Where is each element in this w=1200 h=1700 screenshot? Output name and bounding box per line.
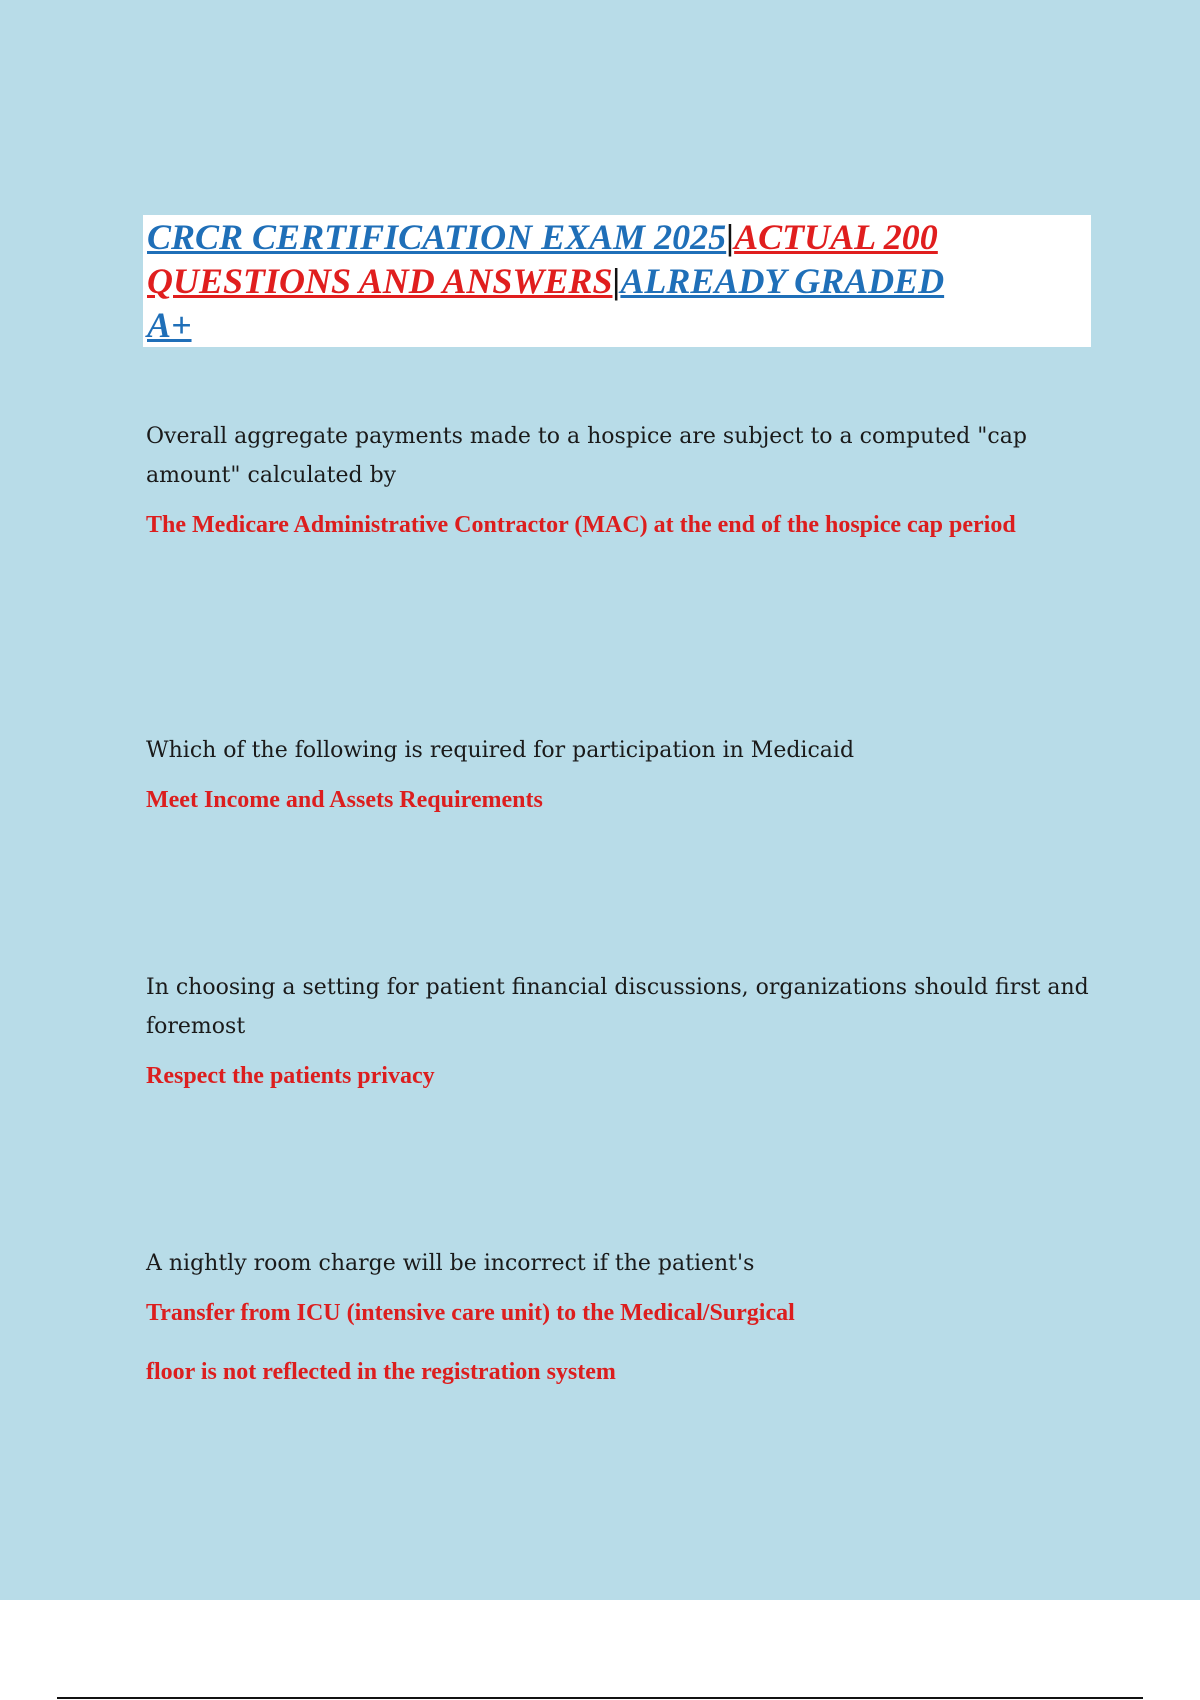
document-title xyxy=(143,215,1091,347)
question-text: In choosing a setting for patient financial discussions, organizations should first and foremost xyxy=(146,975,1089,1039)
answer-line: Transfer from ICU (intensive care unit) to the Medical/Surgical xyxy=(146,1300,795,1326)
qa-block-2 xyxy=(146,731,1096,820)
answer-text: Respect the patients privacy xyxy=(146,1063,435,1089)
answer-text: The Medicare Administrative Contractor (MAC) at the end of the hospice cap period xyxy=(146,512,1016,538)
qa-block-1 xyxy=(146,417,1096,545)
question-text: Overall aggregate payments made to a hospice are subject to a computed "cap amount" calculated by xyxy=(146,424,1027,488)
title-grade: A+ xyxy=(147,305,192,345)
title-line-3 xyxy=(147,303,1087,347)
title-separator: | xyxy=(612,261,621,301)
question-text: Which of the following is required for participation in Medicaid xyxy=(146,738,855,763)
qa-block-4 xyxy=(146,1244,1096,1412)
title-actual-count: ACTUAL 200 xyxy=(734,217,938,257)
answer-text: Meet Income and Assets Requirements xyxy=(146,787,543,813)
qa-block-3 xyxy=(146,968,1096,1096)
title-qa: QUESTIONS AND ANSWERS xyxy=(147,261,613,301)
footer-rule xyxy=(57,1697,1143,1699)
title-line-1 xyxy=(147,215,1087,259)
title-exam-name: CRCR CERTIFICATION EXAM 2025 xyxy=(147,217,727,257)
title-separator: | xyxy=(726,217,735,257)
question-text: A nightly room charge will be incorrect if the patient's xyxy=(146,1251,755,1276)
answer-line: floor is not reflected in the registration system xyxy=(146,1359,616,1385)
title-graded: ALREADY GRADED xyxy=(620,261,945,301)
answer-text xyxy=(146,1294,1096,1392)
title-line-2 xyxy=(147,259,1087,303)
